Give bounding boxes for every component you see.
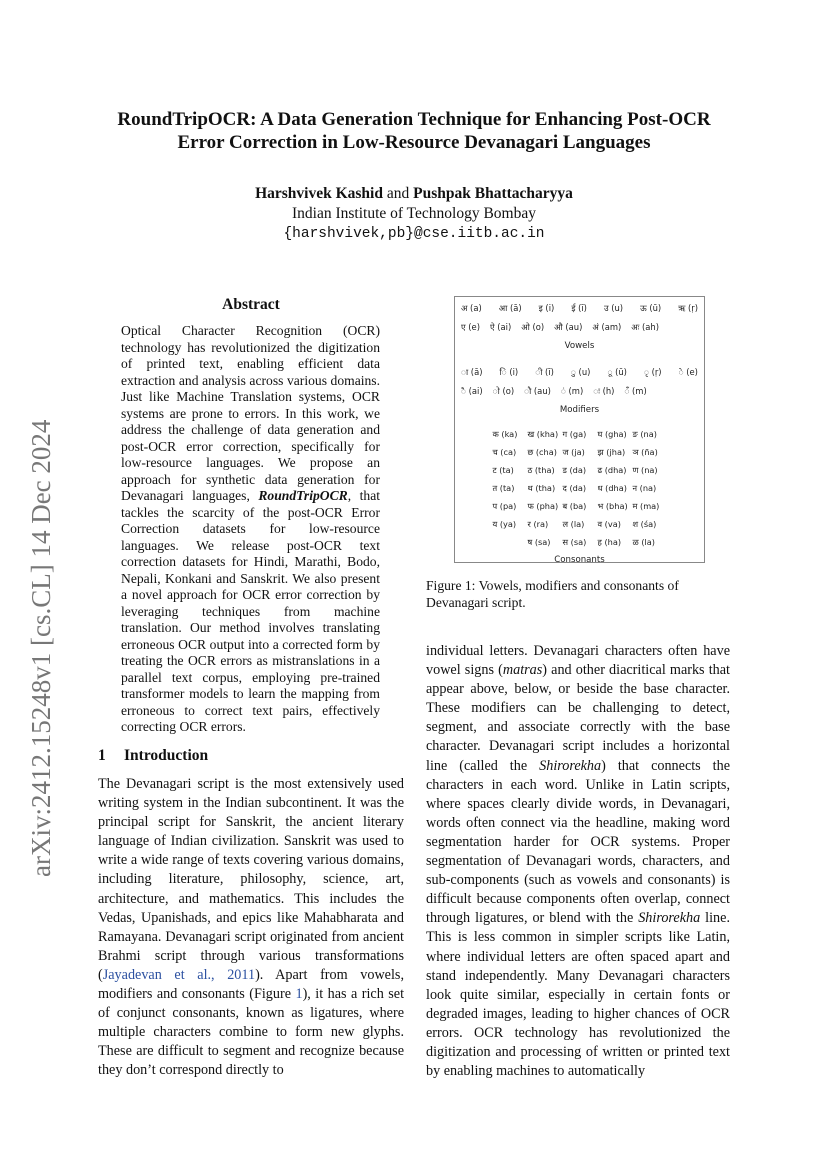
fig-cell: ी (ī) bbox=[535, 367, 554, 377]
fig-cell: ओ (o) bbox=[521, 322, 545, 332]
fig-cell: अ (a) bbox=[461, 303, 482, 313]
fig-cell: ो (o) bbox=[492, 386, 515, 396]
fig-cell: ठ (tha) bbox=[527, 465, 555, 475]
fig-cell: इ (i) bbox=[538, 303, 555, 313]
fig-cell: ऊ (ū) bbox=[640, 303, 662, 313]
fig-cell: श (śa) bbox=[632, 519, 657, 529]
intro-text-2: ). Apart from vowels, modifiers and consonants (Figure bbox=[98, 966, 404, 1003]
fig-cell: ई (ī) bbox=[571, 303, 587, 313]
fig-cell: ड (da) bbox=[562, 465, 587, 475]
arxiv-id-text: arXiv:2412.15248v1 [cs.CL] 14 Dec 2024 bbox=[26, 419, 56, 877]
fig-cell: य (ya) bbox=[492, 519, 517, 529]
right-text-4: line. This is less common in simpler scripts like Latin, where individual letters are often spaced apart and stand independently. Many Devanagari characters look quite similar, especially in certain fonts or degraded images, leading to higher chances of OCR errors. OCR technology has revolutionized the digitization and processing of written or printed text by enabling machines to automatically bbox=[426, 910, 730, 1080]
right-text-2: ) and other diacritical marks that appear above, below, or beside the base character. These modifiers can be challenging to detect, segment, and associate correctly with the base character. Devanagari script includes a horizontal line (called the bbox=[426, 662, 730, 774]
author-conjunction: and bbox=[386, 185, 410, 202]
fig-cell: व (va) bbox=[597, 519, 621, 529]
modifiers-label: Modifiers bbox=[559, 405, 600, 415]
fig-cell: ं (m) bbox=[560, 386, 584, 396]
fig-cell: ण (na) bbox=[632, 465, 658, 475]
paper-title bbox=[60, 108, 768, 154]
author-block bbox=[60, 184, 768, 244]
fig-cell: अं (am) bbox=[592, 322, 622, 332]
fig-cell: त (ta) bbox=[492, 483, 515, 493]
section-number: 1 bbox=[98, 747, 106, 764]
citation-link[interactable]: Jayadevan et al., 2011 bbox=[102, 966, 256, 983]
title-line-2: Error Correction in Low-Resource Devanagari Languages bbox=[177, 132, 651, 153]
fig-cell: ह (ha) bbox=[597, 537, 622, 547]
fig-cell: ष (sa) bbox=[527, 537, 551, 547]
author-names bbox=[60, 184, 768, 204]
affiliation: Indian Institute of Technology Bombay bbox=[291, 205, 536, 222]
fig-cell: भ (bha) bbox=[597, 501, 628, 511]
fig-cell: च (ca) bbox=[492, 447, 517, 457]
fig-cell: झ (jha) bbox=[597, 447, 626, 457]
abstract-method-name: RoundTripOCR bbox=[258, 488, 348, 503]
fig-cell: क (ka) bbox=[492, 429, 518, 439]
fig-cell: ळ (la) bbox=[632, 537, 656, 547]
consonants-grid bbox=[455, 425, 704, 551]
right-emph-matras: matras bbox=[502, 662, 543, 679]
fig-cell: ि (i) bbox=[499, 367, 519, 377]
vowels-row-2 bbox=[455, 318, 704, 337]
fig-cell: ख (kha) bbox=[527, 429, 559, 439]
abstract-body bbox=[121, 323, 380, 736]
right-text-1: individual letters. Devanagari characters often have vowel signs ( bbox=[426, 643, 730, 679]
vowels-row-1 bbox=[455, 299, 704, 318]
vowels-label: Vowels bbox=[564, 341, 595, 351]
author-2: Pushpak Bhattacharyya bbox=[413, 185, 573, 202]
fig-cell: ौ (au) bbox=[524, 386, 551, 396]
consonants-label: Consonants bbox=[554, 555, 605, 565]
title-line-1: RoundTripOCR: A Data Generation Technique for Enhancing Post-OCR bbox=[117, 109, 711, 130]
email: {harshvivek,pb}@cse.iitb.ac.in bbox=[283, 226, 545, 242]
fig-cell: ट (ta) bbox=[492, 465, 514, 475]
fig-cell: र (ra) bbox=[527, 519, 549, 529]
fig-cell: ध (dha) bbox=[597, 483, 627, 493]
arxiv-side-identifier bbox=[20, 365, 60, 885]
fig-cell: े (e) bbox=[678, 367, 698, 377]
fig-cell bbox=[493, 533, 527, 551]
fig-cell: ए (e) bbox=[461, 322, 480, 332]
fig-cell: ढ (dha) bbox=[597, 465, 627, 475]
modifiers-row-2 bbox=[455, 382, 704, 401]
fig-cell: ु (u) bbox=[570, 367, 591, 377]
fig-cell: ब (ba) bbox=[562, 501, 587, 511]
fig-cell: ग (ga) bbox=[562, 429, 587, 439]
fig-cell: स (sa) bbox=[562, 537, 587, 547]
modifiers-row-1 bbox=[455, 363, 704, 382]
fig-cell: ै (ai) bbox=[461, 386, 483, 396]
abstract-text-1: Optical Character Recognition (OCR) technology has revolutionized the digitization of printed text, enabling efficient data extraction and analysis across various domains. Just like Machine Translation systems, OCR systems are prone to errors. In this work, we address the challenge of data generation and post-OCR error correction, specifically for low-resource languages. We propose an approach for synthetic data generation for Devanagari languages, bbox=[121, 323, 380, 503]
fig-cell: ङ (na) bbox=[632, 429, 657, 439]
fig-cell: द (da) bbox=[562, 483, 587, 493]
fig-cell: थ (tha) bbox=[527, 483, 556, 493]
fig-cell: औ (au) bbox=[554, 322, 583, 332]
intro-right-column bbox=[426, 642, 730, 1081]
fig-cell: ृ (ṛ) bbox=[643, 367, 662, 377]
fig-cell: ू (ū) bbox=[607, 367, 627, 377]
fig-cell: ऐ (ai) bbox=[489, 322, 512, 332]
fig-cell: ञ (ña) bbox=[632, 447, 658, 457]
fig-cell: ा (ā) bbox=[461, 367, 483, 377]
author-1: Harshvivek Kashid bbox=[255, 185, 383, 202]
fig-cell: उ (u) bbox=[603, 303, 624, 313]
fig-cell: न (na) bbox=[632, 483, 657, 493]
fig-cell: ज (ja) bbox=[562, 447, 585, 457]
fig-cell: ः (h) bbox=[593, 386, 615, 396]
abstract-heading: Abstract bbox=[222, 296, 280, 313]
abstract-text-2: , that tackles the scarcity of the post-OCR Error Correction datasets for low-resource languages. We release post-OCR text correction datasets for Hindi, Marathi, Bodo, Nepali, Konkani and Sanskrit. We also present a novel approach for OCR error correction by leveraging techniques from machine translation. Our method involves translating erroneous OCR output into a corrected form by treating the OCR errors as mistranslations in a parallel text corpus, employing pre-trained transformer models to learn the mapping from erroneous to correct text pairs, effectively correcting OCR errors. bbox=[121, 488, 380, 734]
intro-left-column bbox=[98, 775, 404, 1081]
section-heading bbox=[98, 747, 208, 765]
fig-cell: प (pa) bbox=[492, 501, 517, 511]
fig-cell: छ (cha) bbox=[527, 447, 557, 457]
fig-cell: ल (la) bbox=[562, 519, 585, 529]
right-emph-shirorekha-2: Shirorekha bbox=[638, 910, 701, 927]
figure-ref-link[interactable]: 1 bbox=[295, 986, 303, 1003]
fig-cell: आ (ā) bbox=[498, 303, 522, 313]
fig-cell: घ (gha) bbox=[597, 429, 627, 439]
right-emph-shirorekha: Shirorekha bbox=[539, 757, 602, 774]
right-text-3: ) that connects the characters in each word. Unlike in Latin scripts, where spaces clearly divide words, in Devanagari, words often connect via the headline, making word segmentation harder for OCR systems. Proper segmentation of Devanagari words, characters, and sub-components (such as vowels and consonants) is difficult because components often overlap, connect through ligatures, or blend with the bbox=[426, 757, 731, 927]
fig-cell: ँ (m) bbox=[624, 386, 647, 396]
section-title: Introduction bbox=[124, 747, 209, 764]
fig-cell: ऋ (ṛ) bbox=[678, 303, 698, 313]
fig-cell: अः (ah) bbox=[631, 322, 660, 332]
intro-text-3: ), it has a rich set of conjunct consonants, known as ligatures, where multiple characters combine to form new glyphs. These are difficult to segment and recognize because they don’t correspond directly to bbox=[98, 986, 405, 1079]
intro-text-1: The Devanagari script is the most extensively used writing system in the Indian subcontinent. It was the principal script for Sanskrit, the ancient literary language of Indian civilization. Sanskrit was used to write a wide range of texts covering various domains, including literature, philosophy, science, art, architecture, and mathematics. This includes the Vedas, Upanishads, and epics like Mahabharata and Ramayana. Devanagari script originated from ancient Brahmi script through various transformations ( bbox=[98, 776, 404, 983]
fig-cell: म (ma) bbox=[632, 501, 660, 511]
figure-caption: Figure 1: Vowels, modifiers and consonants of Devanagari script. bbox=[426, 578, 679, 610]
fig-cell: फ (pha) bbox=[527, 501, 559, 511]
figure-devanagari-table bbox=[454, 296, 705, 563]
